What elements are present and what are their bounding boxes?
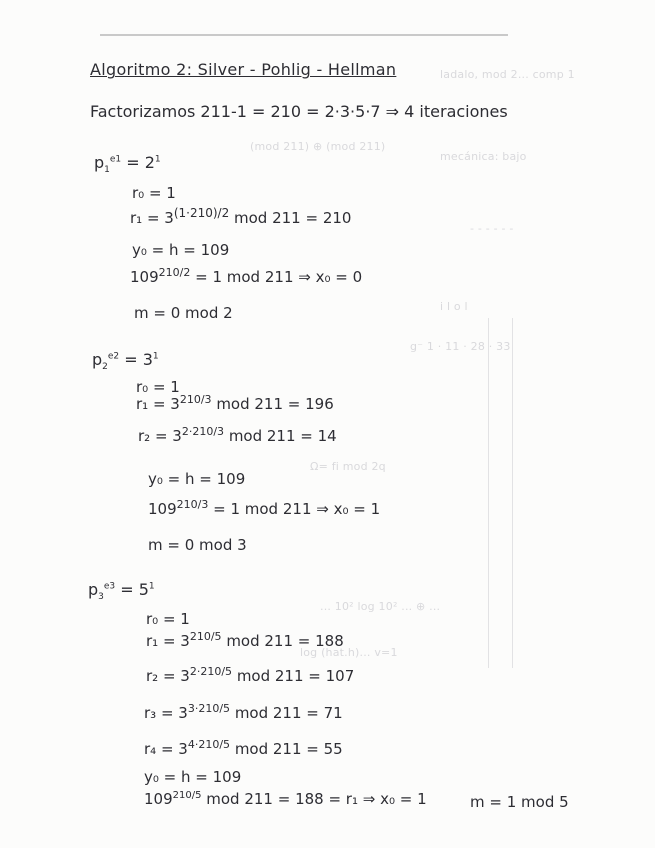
p3-r3-pre: r₃ = 3 xyxy=(144,704,188,722)
p1-r1-pre: r₁ = 3 xyxy=(130,209,174,227)
p1-m: m = 0 mod 2 xyxy=(134,304,233,322)
p1-head-rest: = 2 xyxy=(126,153,155,172)
p1-head-exp: 1 xyxy=(154,154,161,165)
p2-r2-pre: r₂ = 3 xyxy=(138,427,182,445)
bleed-through: - - - - - - xyxy=(470,222,514,235)
p3-r3-post: mod 211 = 71 xyxy=(234,704,343,722)
p1-heading xyxy=(94,153,161,175)
bleed-through: Ω= fi mod 2q xyxy=(310,460,386,473)
p1-r1-exp: (1·210)/2 xyxy=(173,206,230,220)
p3-eq-exp: 210/5 xyxy=(172,790,202,801)
bleed-through: (mod 211) ⊕ (mod 211) xyxy=(250,140,386,153)
p2-head-base: p xyxy=(92,350,103,369)
p2-heading xyxy=(92,350,159,372)
p2-check xyxy=(148,498,380,518)
p2-head-exp: 1 xyxy=(152,351,159,362)
bleed-through: ladalo, mod 2... comp 1 xyxy=(440,68,575,81)
page-title xyxy=(90,60,396,79)
p2-r1 xyxy=(136,393,334,413)
bleed-through-column xyxy=(488,318,489,668)
p2-head-rest: = 3 xyxy=(124,350,153,369)
p1-eq-exp: 210/2 xyxy=(158,266,191,279)
p3-r1-exp: 210/5 xyxy=(189,630,222,643)
p3-eq-base: 109 xyxy=(144,790,173,808)
p2-eq-base: 109 xyxy=(148,500,177,518)
p3-r4-exp: 4·210/5 xyxy=(187,738,231,751)
bleed-through: log (hat.h)... v=1 xyxy=(300,646,398,659)
p2-eq-post: = 1 mod 211 ⇒ x₀ = 1 xyxy=(213,500,381,518)
p3-r0: r₀ = 1 xyxy=(146,610,190,628)
p3-head-base: p xyxy=(88,580,99,599)
p3-r2-pre: r₂ = 3 xyxy=(146,667,190,685)
bleed-through: ... 10² log 10² ... ⊕ ... xyxy=(320,600,441,613)
p3-r1-pre: r₁ = 3 xyxy=(146,632,190,650)
p2-r1-exp: 210/3 xyxy=(179,393,212,406)
p3-head-sup: e3 xyxy=(103,581,116,592)
p2-head-sup: e2 xyxy=(107,351,120,362)
p3-r2-post: mod 211 = 107 xyxy=(236,667,355,685)
p1-check xyxy=(130,266,362,286)
p3-r1-post: mod 211 = 188 xyxy=(226,632,344,650)
p3-head-sub: 3 xyxy=(98,592,104,603)
p3-head-exp: 1 xyxy=(148,581,155,592)
page-top-rule xyxy=(100,34,508,36)
p3-head-rest: = 5 xyxy=(120,580,149,599)
p1-r1 xyxy=(130,206,351,227)
p1-eq-base: 109 xyxy=(130,268,159,286)
p2-r0: r₀ = 1 xyxy=(136,378,180,396)
p3-r2 xyxy=(146,665,354,685)
p2-y0: y₀ = h = 109 xyxy=(148,470,246,488)
p1-r1-post: mod 211 = 210 xyxy=(234,209,352,227)
p1-r0: r₀ = 1 xyxy=(132,184,176,202)
factorization-line: Factorizamos 211-1 = 210 = 2·3·5·7 ⇒ 4 iteraciones xyxy=(90,102,508,121)
bleed-through: i l o l xyxy=(440,300,468,313)
title-text: Algoritmo 2: Silver - Pohlig - Hellman xyxy=(90,60,397,79)
p3-m: m = 1 mod 5 xyxy=(470,793,569,811)
p3-r4-post: mod 211 = 55 xyxy=(234,740,343,758)
p1-eq-post: = 1 mod 211 ⇒ x₀ = 0 xyxy=(195,268,363,286)
p1-y0: y₀ = h = 109 xyxy=(132,241,230,259)
p3-r3 xyxy=(144,702,343,722)
p3-check xyxy=(144,790,427,808)
bleed-through: mecánica: bajo xyxy=(440,150,527,163)
p1-head-sub: 1 xyxy=(104,165,110,176)
p2-r2-post: mod 211 = 14 xyxy=(228,427,337,445)
p2-r2-exp: 2·210/3 xyxy=(181,425,225,438)
p2-r2 xyxy=(138,425,337,445)
p3-y0: y₀ = h = 109 xyxy=(144,768,242,786)
p3-eq-post: mod 211 = 188 = r₁ ⇒ x₀ = 1 xyxy=(206,790,427,808)
p2-head-sub: 2 xyxy=(102,362,108,373)
bleed-through-column xyxy=(512,318,513,668)
p3-r4 xyxy=(144,738,343,758)
p2-r1-pre: r₁ = 3 xyxy=(136,395,180,413)
p2-m: m = 0 mod 3 xyxy=(148,536,247,554)
p2-r1-post: mod 211 = 196 xyxy=(216,395,334,413)
bleed-through: g⁻ 1 · 11 · 28 · 33 xyxy=(410,340,511,353)
p3-r2-exp: 2·210/5 xyxy=(189,665,233,678)
p1-head-sup: e1 xyxy=(109,154,122,165)
p3-heading xyxy=(88,580,155,602)
p3-r1 xyxy=(146,630,344,650)
p1-head-base: p xyxy=(94,153,105,172)
p2-eq-exp: 210/3 xyxy=(176,498,209,511)
p3-r3-exp: 3·210/5 xyxy=(187,702,231,715)
p3-r4-pre: r₄ = 3 xyxy=(144,740,188,758)
